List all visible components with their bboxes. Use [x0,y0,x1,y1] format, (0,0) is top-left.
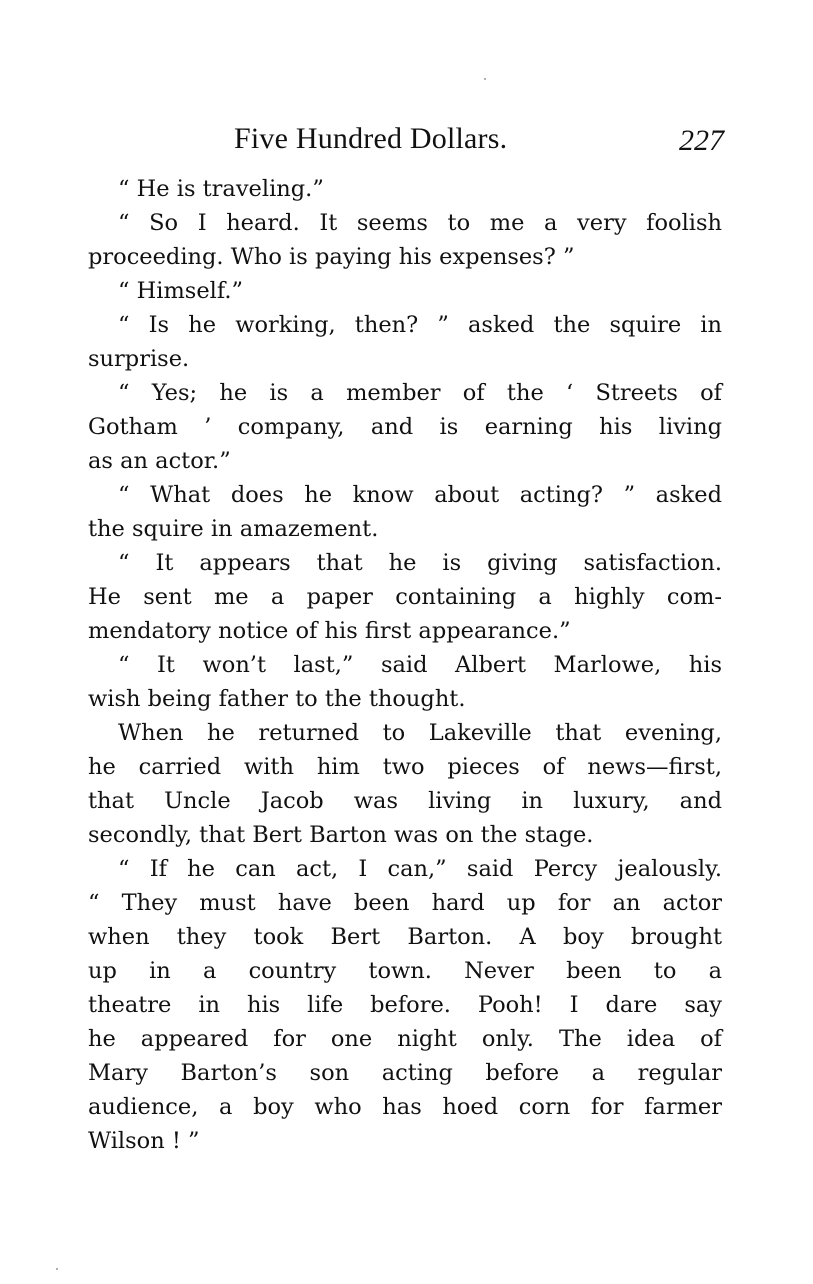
text-line: as an actor.” [88,448,231,474]
running-head [88,118,724,162]
text-line: that Uncle Jacob was living in luxury, and [88,788,722,814]
text-line: “ If he can act, I can,” said Percy jealously. [118,856,722,882]
text-line: he appeared for one night only. The idea of [88,1026,722,1052]
text-line: “ Yes; he is a member of the ‘ Streets of [118,380,722,406]
text-line: proceeding. Who is paying his expenses? ” [88,244,575,270]
text-line: audience, a boy who has hoed corn for farmer [88,1094,722,1120]
text-line: secondly, that Bert Barton was on the stage. [88,822,594,848]
text-line: “ It appears that he is giving satisfaction. [118,550,722,576]
text-line: when they took Bert Barton. A boy brought [88,924,722,950]
text-line: Gotham ’ company, and is earning his living [88,414,722,440]
text-line: he carried with him two pieces of news—first, [88,754,722,780]
text-line: wish being father to the thought. [88,686,466,712]
text-line: Wilson ! ” [88,1128,200,1154]
text-line: He sent me a paper containing a highly com- [88,584,722,610]
text-line: “ Is he working, then? ” asked the squire in [118,312,722,338]
text-line: When he returned to Lakeville that evening, [118,720,722,746]
text-line: “ What does he know about acting? ” asked [118,482,722,508]
text-line: up in a country town. Never been to a [88,958,722,984]
text-line: “ So I heard. It seems to me a very foolish [118,210,722,236]
text-line: “ It won’t last,” said Albert Marlowe, his [118,652,722,678]
text-line: Mary Barton’s son acting before a regular [88,1060,722,1086]
page-number: 227 [679,124,724,157]
text-line: “ They must have been hard up for an actor [88,890,722,916]
running-title: Five Hundred Dollars. [234,122,508,155]
text-line: surprise. [88,346,190,372]
text-line: mendatory notice of his first appearance.” [88,618,571,644]
text-line: “ He is traveling.” [118,176,324,202]
text-line: theatre in his life before. Pooh! I dare say [88,992,722,1018]
scan-speck [484,78,486,80]
text-line: “ Himself.” [118,278,244,304]
body-text [88,172,722,1158]
text-line: the squire in amazement. [88,516,379,542]
scan-speck [56,1268,58,1270]
